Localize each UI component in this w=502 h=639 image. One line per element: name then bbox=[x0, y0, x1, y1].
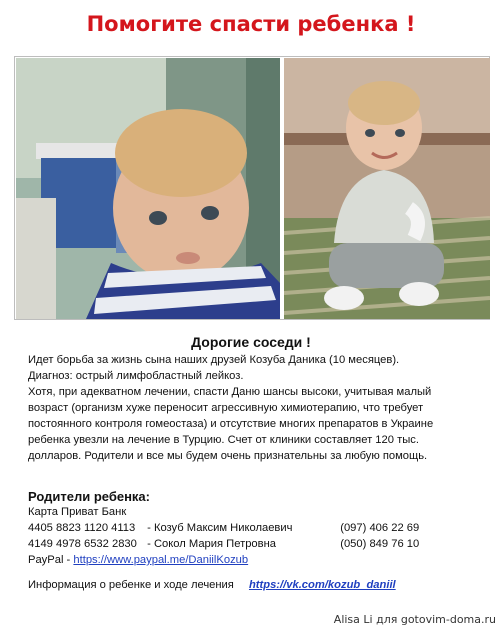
intro-text: Идет борьба за жизнь сына наших друзей Козуба Даника (10 месяцев). bbox=[28, 354, 400, 366]
bank-name: Карта Приват Банк bbox=[28, 506, 127, 518]
greeting-heading: Дорогие соседи ! bbox=[191, 334, 311, 350]
baby-photo-hospital bbox=[16, 58, 280, 319]
paypal-row bbox=[28, 554, 248, 566]
diagnosis-line bbox=[28, 368, 488, 384]
card-holder: - Сокол Мария Петровна bbox=[147, 538, 276, 550]
watermark: Alisa Li для gotovim-doma.ru bbox=[333, 613, 496, 626]
appeal-line: ребенка увезли на лечение в Турцию. Счет от клиники составляет 120 тыс. bbox=[28, 434, 419, 446]
info-text: Информация о ребенке и ходе лечения bbox=[28, 579, 234, 591]
appeal-line: постоянного контроля гомеостаза) и отсутствие многих препаратов в Украине bbox=[28, 418, 434, 430]
baby-photo-smiling bbox=[284, 58, 490, 319]
phone-number: (050) 849 76 10 bbox=[340, 538, 420, 550]
phone-number: (097) 406 22 69 bbox=[340, 522, 420, 534]
paypal-link[interactable]: https://www.paypal.me/DaniilKozub bbox=[73, 554, 249, 566]
account-row bbox=[28, 522, 419, 534]
paypal-label: PayPal - bbox=[28, 554, 71, 566]
card-number: 4405 8823 1120 4113 bbox=[28, 522, 136, 534]
appeal-line: возраст (организм хуже переносит агрессивную химиотерапию, что требует bbox=[28, 402, 424, 414]
vk-link[interactable]: https://vk.com/kozub_daniil bbox=[248, 579, 396, 591]
photo-collage bbox=[14, 56, 490, 320]
page-title: Помогите спасти ребенка ! bbox=[86, 12, 416, 36]
card-holder: - Козуб Максим Николаевич bbox=[147, 522, 293, 534]
account-row bbox=[28, 538, 419, 550]
info-row bbox=[28, 579, 396, 591]
intro-line bbox=[28, 352, 488, 368]
appeal-paragraph bbox=[28, 384, 488, 464]
appeal-line: долларов. Родители и все мы будем очень признательны за любую помощь. bbox=[28, 450, 428, 462]
appeal-line: Хотя, при адекватном лечении, спасти Даню шансы высоки, учитывая малый bbox=[28, 386, 432, 398]
card-number: 4149 4978 6532 2830 bbox=[28, 538, 137, 550]
diagnosis-text: Диагноз: острый лимфобластный лейкоз. bbox=[28, 370, 244, 382]
parents-heading: Родители ребенка: bbox=[28, 489, 150, 504]
